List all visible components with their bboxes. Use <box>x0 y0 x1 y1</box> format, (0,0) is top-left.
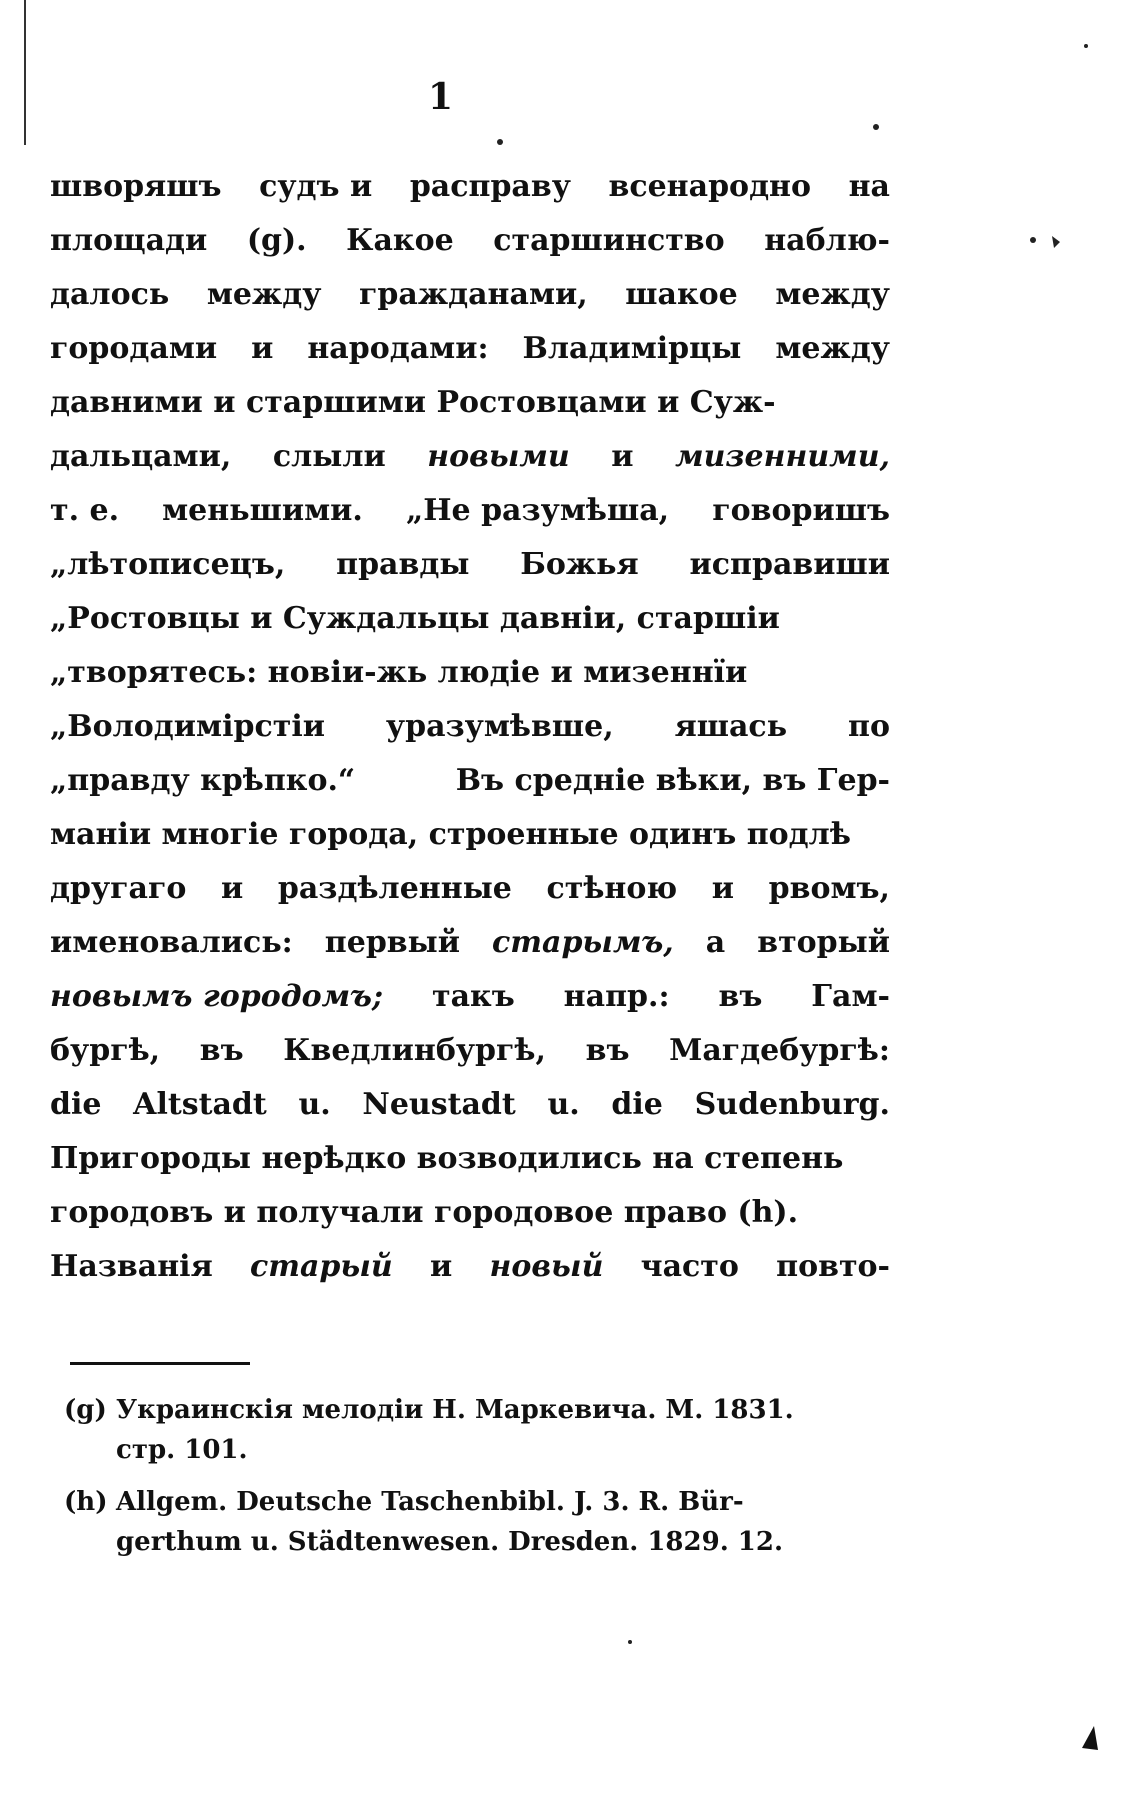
text-word: die <box>611 1087 663 1122</box>
text-line <box>50 1186 890 1240</box>
text-line <box>50 538 890 592</box>
text-word: меньшими. <box>162 493 363 528</box>
text-word: маніи многіе города, строенные одинъ подлѣ <box>50 817 851 852</box>
text-word: всенародно <box>608 169 812 204</box>
scan-speck <box>1084 44 1088 48</box>
text-word: die <box>50 1087 102 1122</box>
text-word: „лѣтописецъ, <box>50 547 286 582</box>
text-word: мизенними, <box>675 439 890 474</box>
page-margin-line <box>24 0 26 145</box>
text-word: гражданами, <box>359 277 588 312</box>
text-line <box>50 430 890 484</box>
text-word: такъ <box>432 979 515 1014</box>
footnote-line: gerthum u. Städtenwesen. Dresden. 1829. 12. <box>116 1527 784 1557</box>
text-word: въ <box>718 979 763 1014</box>
text-line <box>50 160 890 214</box>
text-word: т. е. <box>50 493 120 528</box>
text-word: расправу <box>409 169 571 204</box>
text-word: и <box>221 871 244 906</box>
text-word: рвомъ, <box>768 871 890 906</box>
text-word: раздѣленные <box>277 871 512 906</box>
text-word: новыми <box>427 439 570 474</box>
footnotes <box>64 1390 904 1574</box>
text-line <box>50 592 890 646</box>
text-line <box>50 1024 890 1078</box>
text-word: старымъ, <box>492 925 674 960</box>
scan-speck <box>497 139 503 145</box>
text-word: (g). <box>246 223 307 258</box>
text-word: далось <box>50 277 170 312</box>
text-word: наблю- <box>764 223 890 258</box>
text-word: бургѣ, <box>50 1033 161 1068</box>
text-line <box>50 862 890 916</box>
text-word: „творятесь: новіи-жь людіе и мизеннїи <box>50 655 748 690</box>
text-word: новымъ городомъ; <box>50 979 384 1014</box>
text-word: между <box>206 277 322 312</box>
text-word: Гам- <box>811 979 890 1014</box>
text-line <box>50 484 890 538</box>
text-word: Sudenburg. <box>694 1087 890 1122</box>
text-word: Кведлинбургѣ, <box>283 1033 546 1068</box>
text-line <box>50 1078 890 1132</box>
text-word: и <box>711 871 735 906</box>
text-word: Владимірцы <box>522 331 742 366</box>
footnote-line: стр. 101. <box>116 1435 248 1465</box>
text-word: давними и старшими Ростовцами и Суж- <box>50 385 776 420</box>
text-word: народами: <box>307 331 489 366</box>
footnote-text <box>116 1482 904 1562</box>
text-word: на <box>848 169 890 204</box>
text-word: новый <box>489 1249 604 1284</box>
text-word: судъ и <box>259 169 373 204</box>
text-word: уразумѣвше, <box>385 709 614 744</box>
scan-speck <box>628 1640 632 1644</box>
text-word: и <box>611 439 634 474</box>
text-line <box>50 268 890 322</box>
text-word: Названія <box>50 1249 213 1284</box>
text-line <box>50 970 890 1024</box>
text-word: городами <box>50 331 218 366</box>
text-word: исправиши <box>689 547 890 582</box>
text-word: городовъ и получали городовое право (h). <box>50 1195 799 1230</box>
text-word: u. <box>298 1087 331 1122</box>
text-line <box>50 646 890 700</box>
footnote-mark: (g) <box>64 1395 107 1425</box>
text-line <box>50 376 890 430</box>
text-word: старшинство <box>493 223 725 258</box>
scan-speck <box>873 124 879 130</box>
footnote-text <box>116 1390 904 1470</box>
footnote-separator <box>70 1362 250 1365</box>
text-word: Магдебургѣ: <box>669 1033 890 1068</box>
text-line <box>50 1240 890 1294</box>
text-word: часто <box>640 1249 739 1284</box>
footnote-line: Allgem. Deutsche Taschenbibl. J. 3. R. Bür- <box>116 1487 744 1517</box>
footnote-line: Украинскія мелодіи Н. Маркевича. М. 1831. <box>116 1395 794 1425</box>
footnote-h <box>64 1482 904 1562</box>
text-line <box>50 808 890 862</box>
text-word: Пригороды нерѣдко возводились на степень <box>50 1141 844 1176</box>
text-word: правды <box>336 547 470 582</box>
text-word: говоришъ <box>712 493 890 528</box>
page-number: 1 <box>428 76 455 118</box>
text-word: дальцами, <box>50 439 232 474</box>
scan-speck <box>1082 1726 1098 1750</box>
text-word: повто- <box>776 1249 890 1284</box>
text-word: другаго <box>50 871 187 906</box>
text-word: u. <box>547 1087 580 1122</box>
text-line <box>50 322 890 376</box>
text-word: „Ростовцы и Суждальцы давніи, старшіи <box>50 601 780 636</box>
body-text <box>50 160 890 1294</box>
text-word: въ <box>199 1033 244 1068</box>
text-word: яшась <box>674 709 788 744</box>
text-word: Какое <box>346 223 454 258</box>
text-word: Altstadt <box>133 1087 267 1122</box>
text-word: въ <box>585 1033 630 1068</box>
text-word: между <box>775 331 890 366</box>
text-word: напр.: <box>563 979 670 1014</box>
text-word: вторый <box>757 925 890 960</box>
text-line <box>50 214 890 268</box>
text-word: по <box>848 709 890 744</box>
text-word: старый <box>249 1249 393 1284</box>
text-word: первый <box>324 925 460 960</box>
text-word: и <box>429 1249 453 1284</box>
text-word: именовались: <box>50 925 293 960</box>
text-word: „правду крѣпко.“ <box>50 763 356 798</box>
text-line <box>50 916 890 970</box>
text-word: слыли <box>272 439 386 474</box>
scan-speck <box>1030 237 1036 243</box>
text-word: между <box>775 277 890 312</box>
text-word: Божья <box>520 547 639 582</box>
text-line <box>50 754 890 808</box>
text-line <box>50 700 890 754</box>
footnote-g <box>64 1390 904 1470</box>
text-line <box>50 1132 890 1186</box>
text-word: а <box>705 925 726 960</box>
footnote-mark: (h) <box>64 1487 108 1517</box>
text-word: шакое <box>625 277 738 312</box>
text-word: стѣною <box>546 871 678 906</box>
text-word: и <box>251 331 274 366</box>
text-word: площади <box>50 223 208 258</box>
scan-speck <box>1052 236 1060 248</box>
text-word: шворяшъ <box>50 169 222 204</box>
text-word: Neustadt <box>362 1087 516 1122</box>
text-word: „Не разумѣша, <box>405 493 670 528</box>
text-word: „Володимірстіи <box>50 709 325 744</box>
text-word: Въ средніе вѣки, въ Гер- <box>455 763 890 798</box>
